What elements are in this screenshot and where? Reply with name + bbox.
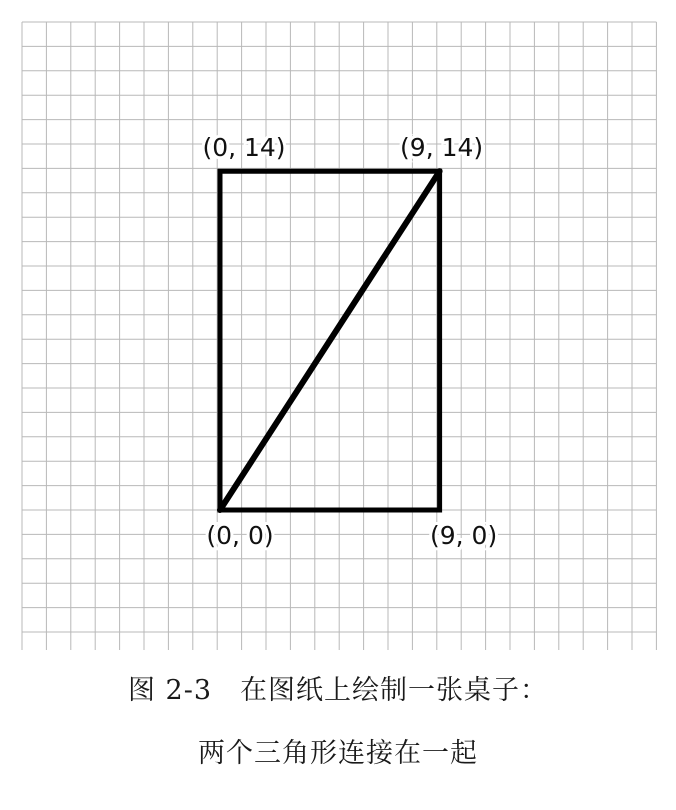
caption-title: 在图纸上绘制一张桌子： (240, 675, 549, 706)
vertex-label-top-right: (9, 14) (400, 133, 484, 163)
figure-number: 图 2-3 (127, 675, 213, 706)
vertex-label-top-left: (0, 14) (202, 133, 286, 163)
vertex-label-bottom-right: (9, 0) (429, 521, 498, 550)
figure-caption-line-1 (0, 668, 676, 707)
caption-subtitle: 两个三角形连接在一起 (198, 738, 478, 769)
vertex-label-bottom-left: (0, 0) (206, 521, 274, 550)
figure-caption-line-2 (0, 731, 676, 770)
